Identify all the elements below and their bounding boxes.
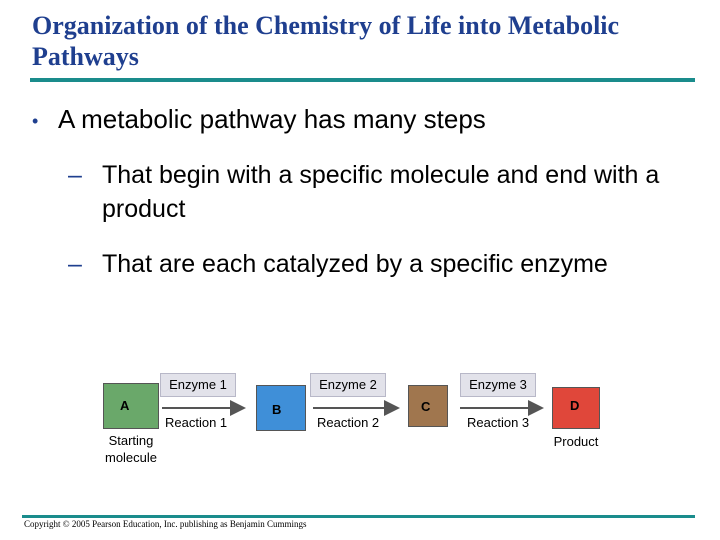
molecule-label: B (272, 402, 282, 417)
reaction-2-label: Reaction 2 (317, 415, 380, 430)
copyright-notice: Copyright © 2005 Pearson Education, Inc. publishing as Benjamin Cummings (24, 519, 307, 529)
subpoint-text: That begin with a specific molecule and end with a product (102, 161, 660, 223)
enzyme-3-label: Enzyme 3 (460, 373, 536, 397)
reaction-3-label: Reaction 3 (467, 415, 530, 430)
bullet-text: A metabolic pathway has many steps (58, 104, 486, 134)
molecule-label: A (120, 398, 130, 413)
reaction-1-label: Reaction 1 (165, 415, 228, 430)
slide-title: Organization of the Chemistry of Life into Metabolic Pathways (32, 11, 620, 71)
footer-divider (22, 515, 695, 518)
sub-marker: – (68, 161, 82, 189)
enzyme-1-label: Enzyme 1 (160, 373, 236, 397)
product-label: Product (553, 434, 599, 449)
starting-molecule-label: Starting molecule (104, 433, 158, 465)
enzyme-2-label: Enzyme 2 (310, 373, 386, 397)
bullet-marker: • (32, 111, 39, 132)
molecule-label: C (421, 399, 431, 414)
molecule-label: D (570, 398, 580, 413)
subpoint-text: That are each catalyzed by a specific enzyme (102, 250, 608, 278)
sub-marker: – (68, 250, 82, 278)
